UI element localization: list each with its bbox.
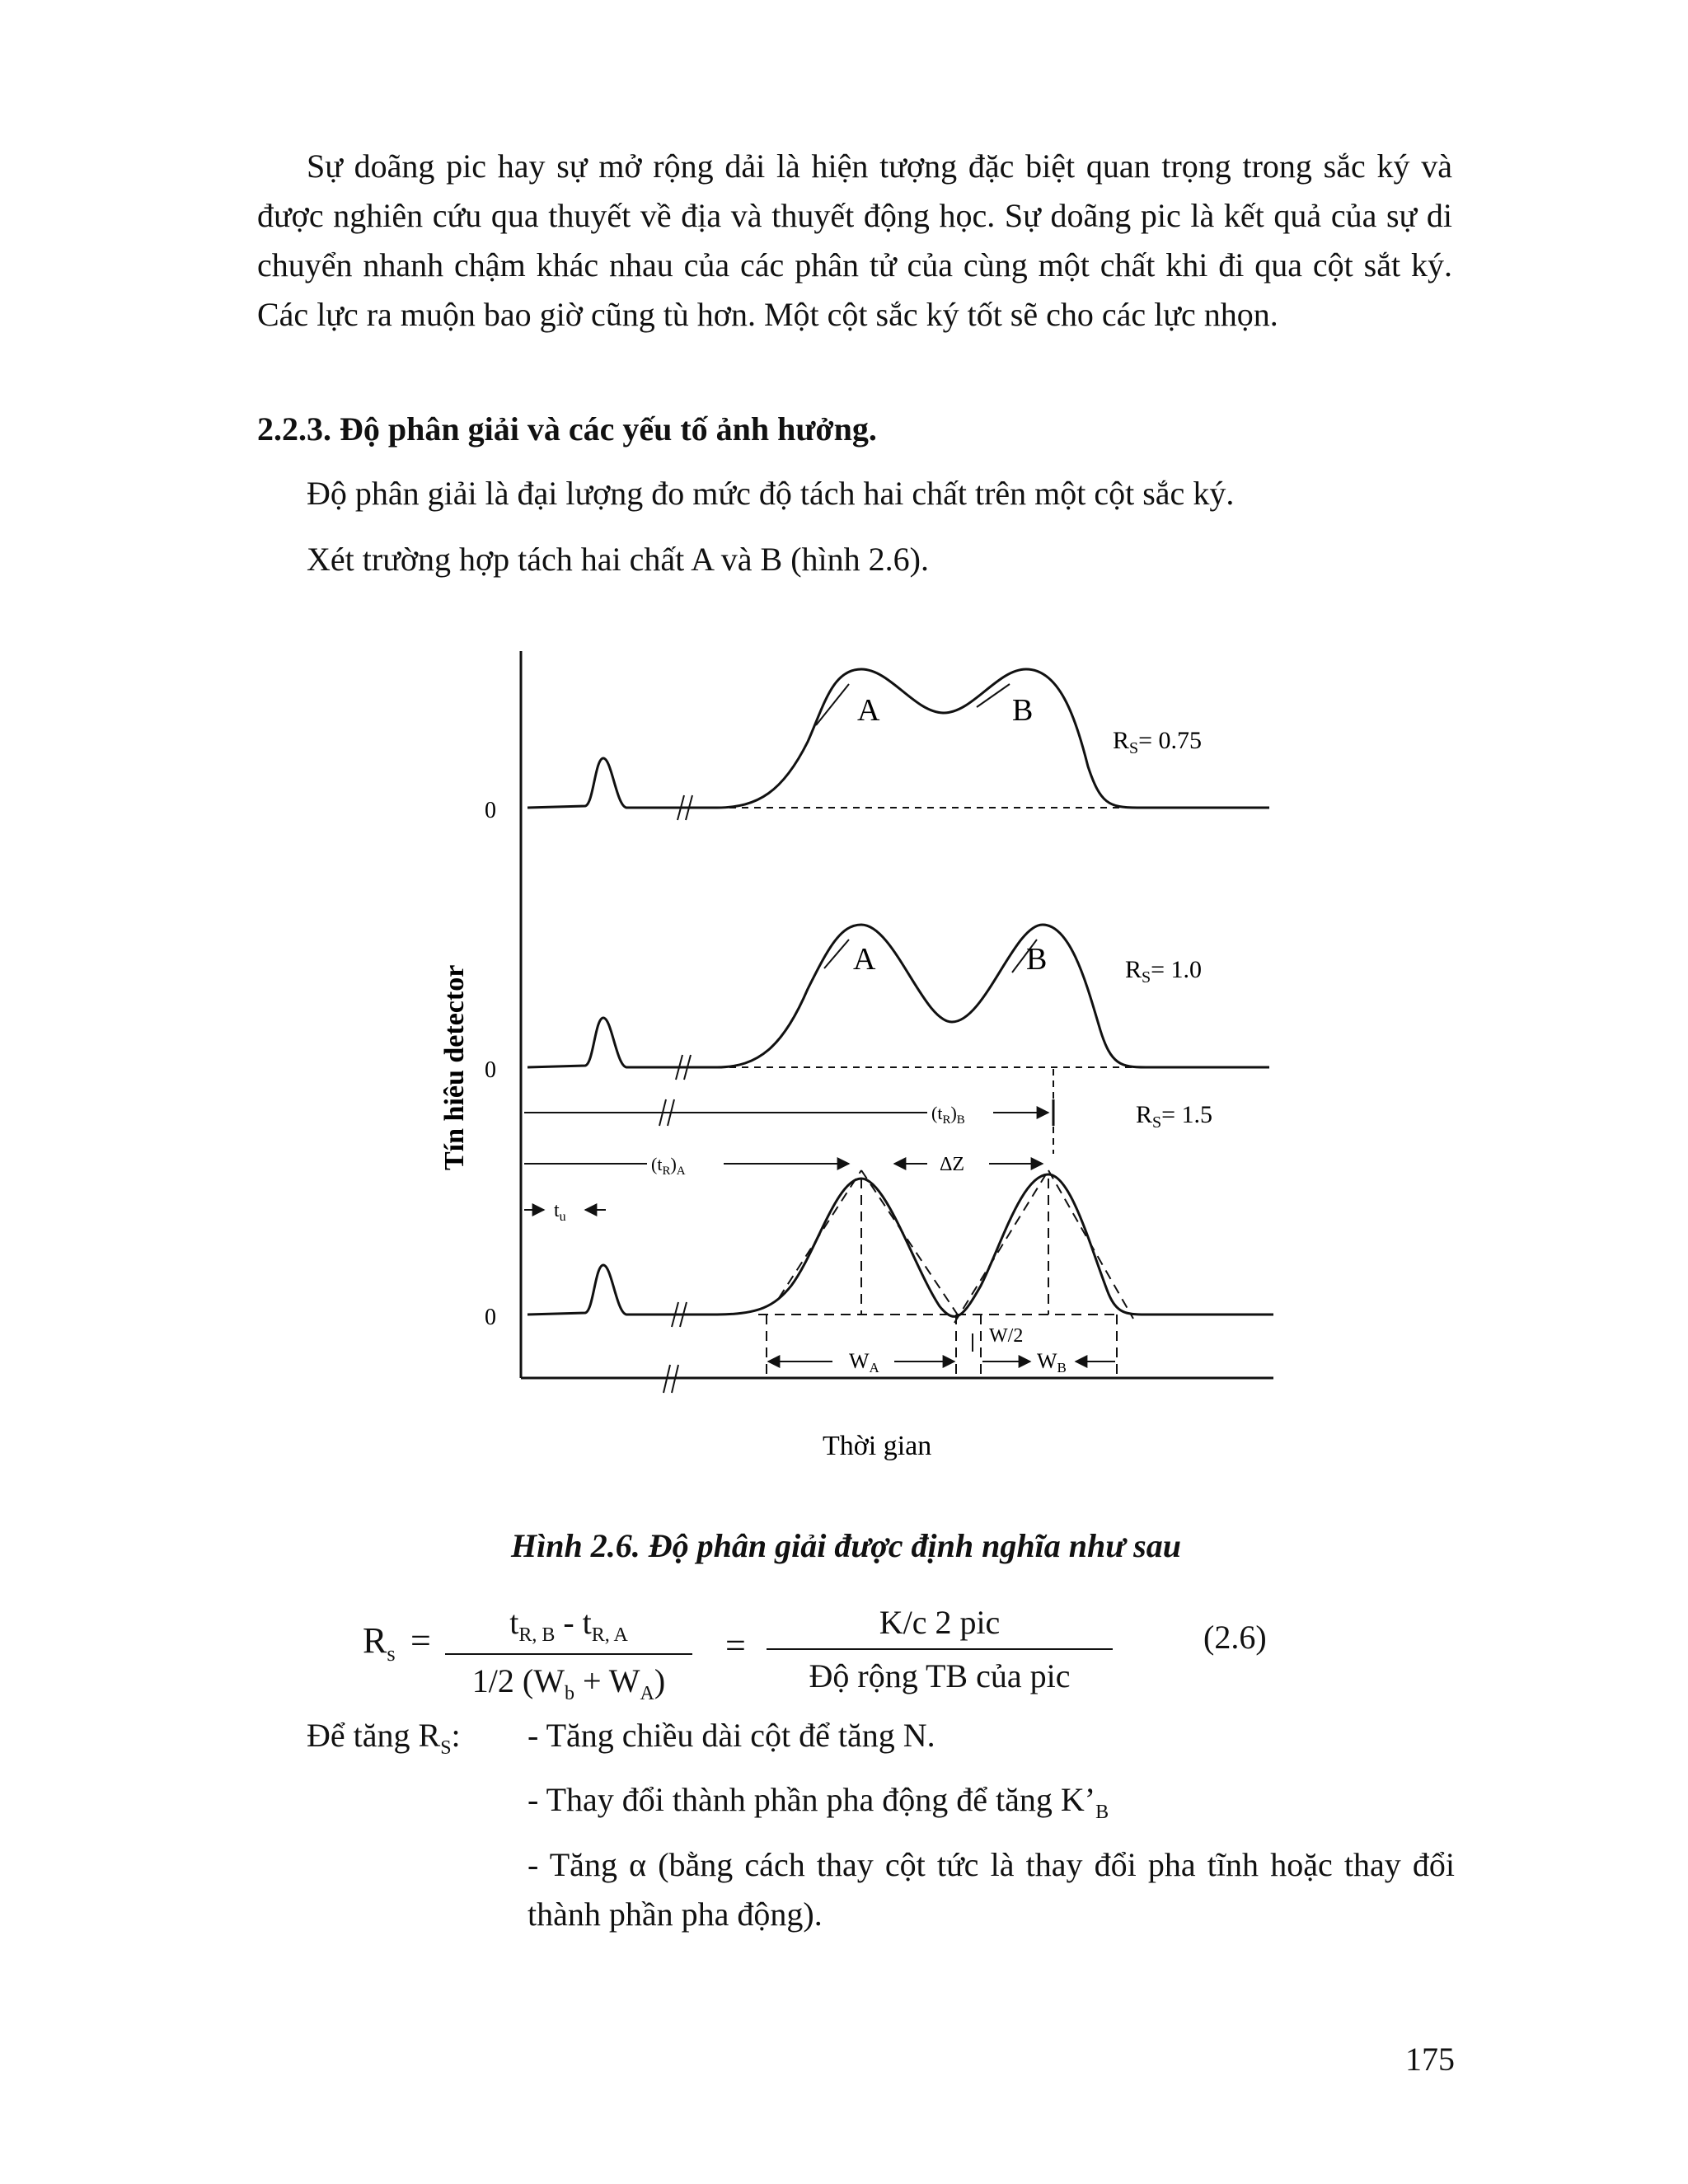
zero-label-2: 0 xyxy=(485,1057,496,1083)
case-line: Xét trường hợp tách hai chất A và B (hình 2.6). xyxy=(307,541,929,578)
trace3-rs: $R_S= 1.5$ xyxy=(1136,1101,1213,1132)
wa-label: WA xyxy=(849,1349,879,1376)
section-heading: 2.2.3. Độ phân giải và các yếu tố ảnh hưởng. xyxy=(257,410,877,448)
fraction-2-denominator: Độ rộng TB của pic xyxy=(809,1657,1071,1694)
page-number: 175 xyxy=(1405,2041,1455,2078)
dz-label: ΔZ xyxy=(940,1154,965,1175)
fraction-1-numerator: $t_{R, B} - t_{R, A}$ xyxy=(445,1603,692,1655)
bullet-1: - Tăng chiều dài cột để tăng N. xyxy=(528,1717,935,1754)
trace1-peak-a: A xyxy=(857,693,880,728)
formula-fraction-2 xyxy=(767,1603,1113,1695)
formula-fraction-1 xyxy=(445,1603,692,1705)
trace2-rs: $R_S= 1.0$ xyxy=(1125,956,1203,987)
w-half-label: W/2 xyxy=(989,1325,1024,1347)
trace-rs-10 xyxy=(528,925,1269,1080)
formula-equals-1: = xyxy=(410,1620,431,1661)
tu-label: $t_u$ xyxy=(554,1200,566,1224)
y-axis-label: Tín hiêu detector xyxy=(439,964,470,1170)
trace2-peak-a: A xyxy=(853,942,876,977)
formula-lhs: $R_s$ xyxy=(363,1620,396,1666)
tr-b-label: $(t_R)_B$ xyxy=(931,1103,965,1127)
bullet-2: - Thay đổi thành phần pha động để tăng $K’_B$ xyxy=(528,1781,1109,1823)
trace1-rs: $R_S= 0.75$ xyxy=(1113,727,1203,757)
fraction-1-denominator: 1/2 $(W_b + W_A)$ xyxy=(471,1662,666,1704)
formula-equals-2: = xyxy=(725,1625,746,1666)
trace-rs-15 xyxy=(528,1174,1273,1327)
wb-label: WB xyxy=(1037,1349,1067,1376)
resolution-formula xyxy=(363,1603,1319,1710)
trace1-peak-b: B xyxy=(1012,693,1034,728)
definition-line: Độ phân giải là đại lượng đo mức độ tách hai chất trên một cột sắc ký. xyxy=(307,475,1235,512)
fraction-2-numerator: K/c 2 pic xyxy=(767,1603,1113,1650)
trace3-construction xyxy=(758,1170,1133,1378)
equation-number: (2.6) xyxy=(1203,1619,1267,1656)
trace2-peak-b: B xyxy=(1026,942,1048,977)
figure-caption: Hình 2.6. Độ phân giải được định nghĩa như sau xyxy=(511,1527,1181,1564)
zero-label-1: 0 xyxy=(485,798,496,823)
chromatogram-figure xyxy=(346,602,1376,1475)
increase-rs-label: Để tăng $R_S$: xyxy=(307,1717,461,1759)
intro-paragraph: Sự doãng pic hay sự mở rộng dải là hiện tượng đặc biệt quan trọng trong sắc ký và được nghiên cứu qua thuyết về địa và thuyết động học. Sự doãng pic là kết quả của sự di chuyển nhanh chậm khác nhau của các phân tử của cùng một chất khi đi qua cột sắt ký. Các lực ra muộn bao giờ cũng tù hơn. Một cột sắc ký tốt sẽ cho các lực nhọn. xyxy=(257,148,1452,333)
bullet-3: - Tăng α (bằng cách thay cột tức là thay đổi pha tĩnh hoặc thay đổi thành phần pha động). xyxy=(528,1846,1455,1933)
width-arrows xyxy=(768,1333,1115,1361)
retention-arrows xyxy=(524,1069,1053,1210)
x-axis-label: Thời gian xyxy=(823,1431,932,1461)
tr-a-label: $(t_R)_A$ xyxy=(651,1154,686,1178)
zero-label-3: 0 xyxy=(485,1305,496,1330)
